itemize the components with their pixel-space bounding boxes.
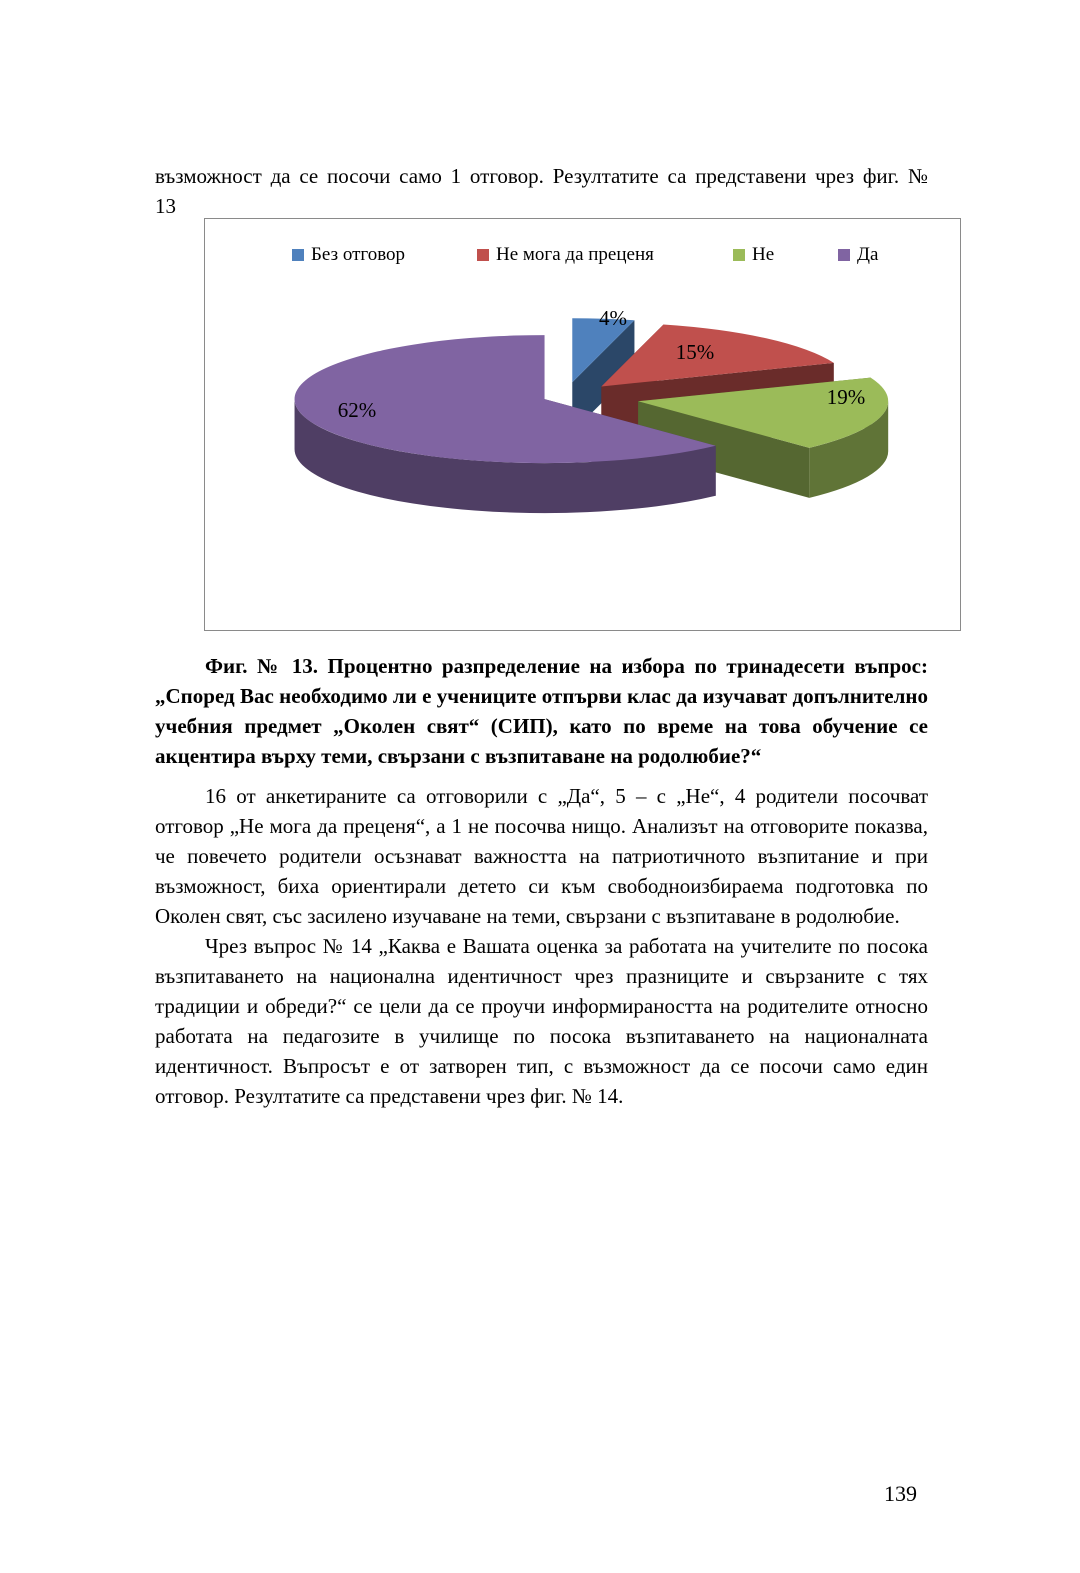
intro-line-1: възможност да се посочи само 1 отговор. Резултатите са представени чрез фиг. № <box>155 164 928 188</box>
pie-slice-label: 4% <box>599 306 627 330</box>
figure-caption: Фиг. № 13. Процентно разпределение на избора по тринадесети въпрос: „Според Вас необходимо ли е учениците отпърви клас да изучават допълнително учебния предмет „Околен свят“ (СИП), като по време на това обучение се акцентира върху теми, свързани с възпитаване на родолюбие?“ <box>155 654 928 768</box>
legend-item-bez-otgovor <box>292 245 405 265</box>
page-number: 139 <box>884 1481 917 1506</box>
paragraph: 16 от анкетираните са отговорили с „Да“, 5 – с „Не“, 4 родители посочват отговор „Не мога да преценя“, а 1 не посочва нищо. Анализът на отговорите показва, че повечето родители осъзнават важността на патриотичното възпитание и при възможност, биха ориентирали детето си към свободноизбираема подготовка по Околен свят, със засилено изучаване на теми, свързани с възпитаване в родолюбие. <box>155 784 928 928</box>
pie-chart-3d <box>205 219 960 630</box>
legend-item-ne-moga-da-precenya <box>477 245 654 265</box>
body-text <box>155 781 928 1111</box>
pie-slice-label: 19% <box>826 385 866 409</box>
figure-13-chart-frame <box>204 218 961 631</box>
legend-label: Не <box>752 244 775 265</box>
legend-swatch-red <box>477 249 489 261</box>
legend-swatch-blue <box>292 249 304 261</box>
pie-slice-label: 15% <box>675 340 715 364</box>
legend-swatch-green <box>733 249 745 261</box>
intro-line-2: 13 <box>155 194 176 218</box>
legend-label: Да <box>857 244 879 265</box>
legend-label: Без отговор <box>311 244 406 265</box>
legend-item-ne <box>733 245 774 265</box>
pie-slice-label: 62% <box>337 398 377 422</box>
paragraph: Чрез въпрос № 14 „Каква е Вашата оценка за работата на учителите по посока възпитаването на национална идентичност чрез празниците и свързаните с тях традиции и обреди?“ се цели да се проучи информираността на родителите относно работата на педагозите в училище по посока възпитаването на националната идентичност. Въпросът е от затворен тип, с възможност да се посочи само един отговор. Резултатите са представени чрез фиг. № 14. <box>155 934 928 1108</box>
legend-label: Не мога да преценя <box>496 244 654 265</box>
legend-swatch-purple <box>838 249 850 261</box>
intro-paragraph <box>155 161 928 221</box>
legend-item-da <box>838 245 878 265</box>
